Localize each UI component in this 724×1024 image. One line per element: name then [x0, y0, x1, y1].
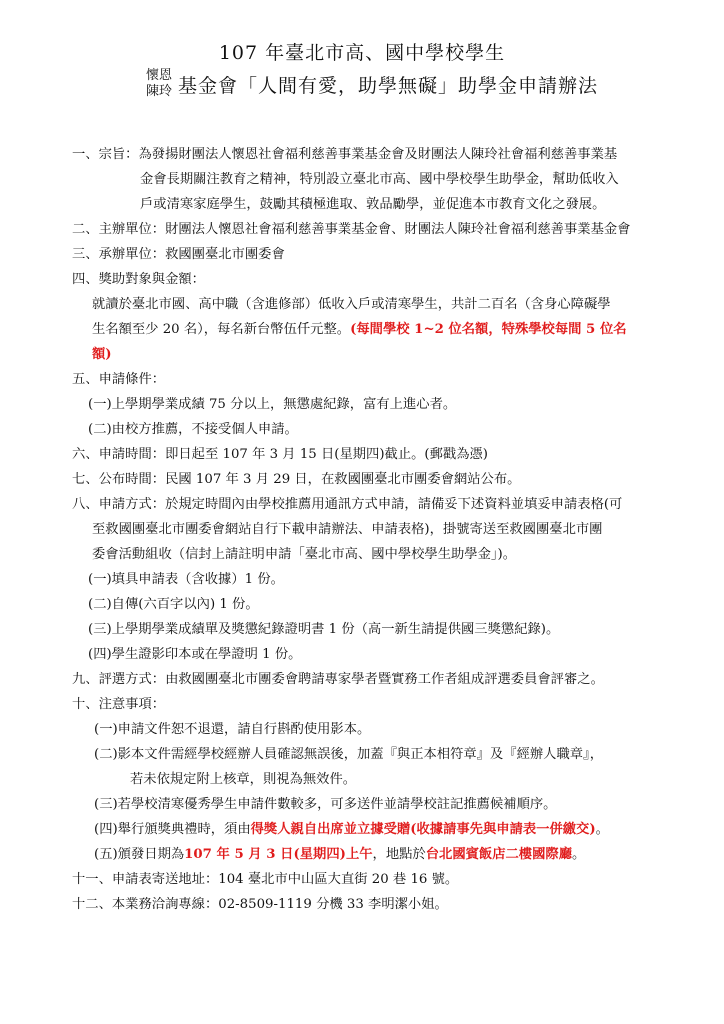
section-application-method-line2: 至救國團臺北市團委會網站自行下載申請辦法、申請表格)，掛號寄送至救國團臺北市團 — [92, 522, 603, 537]
section-announcement: 七、 公布時間：民國 107 年 3 月 29 日，在救國團臺北市團委會網站公布。 — [72, 472, 521, 487]
logo-text-top: 懷恩 — [146, 68, 173, 83]
ceremony-requirement-red: 得獎人親自出席並立據受贈(收據請事先與申請表一併繳交) — [250, 822, 596, 837]
note-item-ceremony: (四)舉行頒獎典禮時，須由得獎人親自出席並立據受贈(收據請事先與申請表一併繳交)。 — [94, 822, 609, 837]
section-contact: 十二、 本業務洽詢專線：02-8509-1119 分機 33 李明潔小姐。 — [72, 897, 448, 912]
document-title-line2: 基金會「人間有愛，助學無礙」助學金申請辦法 — [178, 74, 599, 97]
section-conditions: 五、 申請條件： — [72, 372, 166, 387]
document-title-line1: 107 年臺北市高、國中學校學生 — [218, 42, 506, 64]
note-item: (三)若學校清寒優秀學生申請件數較多，可多送件並請學校註記推薦候補順序。 — [94, 797, 557, 812]
section-recipients-line1: 就讀於臺北市國、高中職（含進修部）低收入戶或清寒學生，共計二百名（含身心障礙學 — [92, 297, 611, 312]
section-application-method-line3: 委會活動組收（信封上請註明申請「臺北市高、國中學校學生助學金」)。 — [92, 547, 517, 562]
condition-item: (一)上學期學業成績 75 分以上，無懲處紀錄，富有上進心者。 — [88, 397, 457, 412]
required-document-item: (四)學生證影印本或在學證明 1 份。 — [88, 647, 302, 662]
required-document-item: (一)填具申請表（含收據）1 份。 — [88, 572, 284, 587]
note-item: (一)申請文件恕不退還，請自行斟酌使用影本。 — [94, 722, 371, 737]
award-date-red: 107 年 5 月 3 日(星期四)上午 — [184, 847, 373, 862]
award-venue-red: 台北國賓飯店二樓國際廳 — [425, 847, 572, 862]
required-document-item: (三)上學期學業成績單及獎懲紀錄證明書 1 份（高一新生請提供國三獎懲紀錄)。 — [88, 622, 560, 637]
note-item-cont: 若未依規定附上核章，則視為無效件。 — [130, 772, 357, 787]
section-application-period: 六、 申請時間：即日起至 107 年 3 月 15 日(星期四)截止。(郵戳為憑) — [72, 447, 488, 462]
condition-item: (二)由校方推薦，不接受個人申請。 — [88, 422, 298, 437]
required-document-item: (二)自傳(六百字以內) 1 份。 — [88, 597, 259, 612]
section-purpose: 一、 宗旨： 為發揚財團法人懷恩社會福利慈善事業基金會及財團法人陳玲社會福利慈善事業基 — [72, 147, 618, 162]
section-purpose-line3: 戶或清寒家庭學生，鼓勵其積極進取、敦品勵學，並促進本市教育文化之發展。 — [140, 197, 606, 212]
foundation-logo-text — [146, 68, 172, 100]
section-recipients-line2: 生名額至少 20 名），每名新台幣伍仟元整。(每間學校 1~2 位名額，特殊學校每間 5 位名 — [92, 322, 627, 337]
section-notes: 十、 注意事項： — [72, 697, 166, 712]
section-executor: 三、 承辦單位：救國團臺北市團委會 — [72, 247, 285, 262]
section-recipients: 四、 獎助對象與金額： — [72, 272, 205, 287]
document-body — [72, 142, 672, 917]
note-item-award-date: (五)頒發日期為107 年 5 月 3 日(星期四)上午，地點於台北國賓飯店二樓國際廳。 — [94, 847, 586, 862]
section-selection: 九、 評選方式：由救國團臺北市團委會聘請專家學者暨實務工作者組成評選委員會評審之。 — [72, 672, 604, 687]
section-application-method: 八、 申請方式：於規定時間內由學校推薦用通訊方式申請，請備妥下述資料並填妥申請表格(可 — [72, 497, 623, 512]
section-purpose-line2: 金會長期關注教育之精神，特別設立臺北市高、國中學校學生助學金，幫助低收入 — [140, 172, 619, 187]
quota-note-red: (每間學校 1~2 位名額，特殊學校每間 5 位名 — [350, 322, 627, 337]
document-title-line2-wrapper — [146, 68, 598, 100]
section-organizer: 二、 主辦單位：財團法人懷恩社會福利慈善事業基金會、財團法人陳玲社會福利慈善事業基金會 — [72, 222, 631, 237]
section-mailing-address: 十一、 申請表寄送地址：104 臺北市中山區大直街 20 巷 16 號。 — [72, 872, 459, 887]
note-item: (二)影本文件需經學校經辦人員確認無誤後，加蓋『與正本相符章』及『經辦人職章』， — [94, 747, 604, 762]
logo-text-bottom: 陳玲 — [146, 84, 173, 99]
quota-note-red-cont: 額) — [92, 347, 112, 362]
